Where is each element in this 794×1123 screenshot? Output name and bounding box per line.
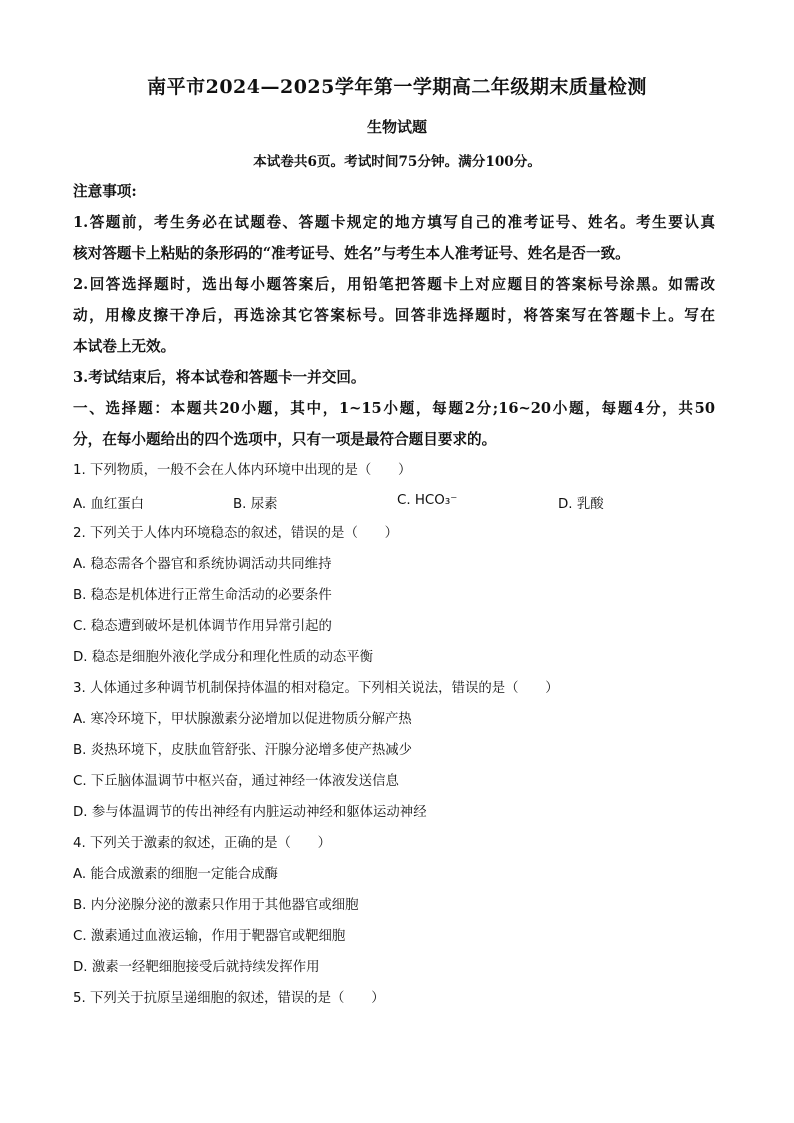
question-5-stem: 5. 下列关于抗原呈递细胞的叙述，错误的是（ ） (73, 991, 385, 1006)
question-4-option-a: A. 能合成激素的细胞一定能合成酶 (73, 867, 278, 882)
notice-item-1-line-2: 核对答题卡上粘贴的条形码的“准考证号、姓名”与考生本人准考证号、姓名是否一致。 (73, 245, 630, 262)
question-4-stem: 4. 下列关于激素的叙述，正确的是（ ） (73, 836, 332, 851)
notice-item-3: 3.考试结束后，将本试卷和答题卡一并交回。 (73, 369, 366, 386)
exam-meta: 本试卷共6页。考试时间75分钟。满分100分。 (253, 154, 541, 170)
question-1-option-a: A. 血红蛋白 (73, 497, 144, 512)
subject-title: 生物试题 (366, 118, 427, 136)
question-3-option-b: B. 炎热环境下，皮肤血管舒张、汗腺分泌增多使产热减少 (73, 743, 413, 758)
notice-item-1-line-1: 1.答题前，考生务必在试题卷、答题卡规定的地方填写自己的准考证号、姓名。考生要认真 (73, 214, 715, 231)
question-2-option-d: D. 稳态是细胞外液化学成分和理化性质的动态平衡 (73, 650, 374, 665)
question-1-option-b: B. 尿素 (233, 497, 278, 512)
question-3-option-c: C. 下丘脑体温调节中枢兴奋，通过神经一体液发送信息 (73, 774, 399, 789)
question-2-option-b: B. 稳态是机体进行正常生命活动的必要条件 (73, 588, 332, 603)
question-3-option-d: D. 参与体温调节的传出神经有内脏运动神经和躯体运动神经 (73, 805, 427, 820)
section-1-intro-line-1: 一、选择题：本题共20小题，其中，1~15小题，每题2分;16~20小题，每题4分，共50 (73, 400, 715, 417)
question-3-stem: 3. 人体通过多种调节机制保持体温的相对稳定。下列相关说法，错误的是（ ） (73, 681, 559, 696)
question-2-option-a: A. 稳态需各个器官和系统协调活动共同维持 (73, 557, 332, 572)
exam-title: 南平市2024—2025学年第一学期高二年级期末质量检测 (147, 76, 647, 98)
question-2-option-c: C. 稳态遭到破坏是机体调节作用异常引起的 (73, 619, 332, 634)
notice-heading: 注意事项: (73, 183, 137, 200)
notice-item-2-line-2: 动，用橡皮擦干净后，再选涂其它答案标号。回答非选择题时，将答案写在答题卡上。写在 (73, 307, 715, 324)
question-4-option-d: D. 激素一经靶细胞接受后就持续发挥作用 (73, 960, 320, 975)
question-3-option-a: A. 寒冷环境下，甲状腺激素分泌增加以促进物质分解产热 (73, 712, 412, 727)
question-1-stem: 1. 下列物质，一般不会在人体内环境中出现的是（ ） (73, 463, 412, 478)
question-1-option-d: D. 乳酸 (558, 497, 604, 512)
question-2-stem: 2. 下列关于人体内环境稳态的叙述，错误的是（ ） (73, 526, 399, 541)
question-1-option-c: C. HCO₃⁻ (397, 493, 458, 508)
question-4-option-b: B. 内分泌腺分泌的激素只作用于其他器官或细胞 (73, 898, 359, 913)
question-4-option-c: C. 激素通过血液运输，作用于靶器官或靶细胞 (73, 929, 346, 944)
notice-item-2-line-3: 本试卷上无效。 (73, 338, 176, 355)
notice-item-2-line-1: 2.回答选择题时，选出每小题答案后，用铅笔把答题卡上对应题目的答案标号涂黑。如需改 (73, 276, 715, 293)
section-1-intro-line-2: 分，在每小题给出的四个选项中，只有一项是最符合题目要求的。 (73, 431, 497, 448)
